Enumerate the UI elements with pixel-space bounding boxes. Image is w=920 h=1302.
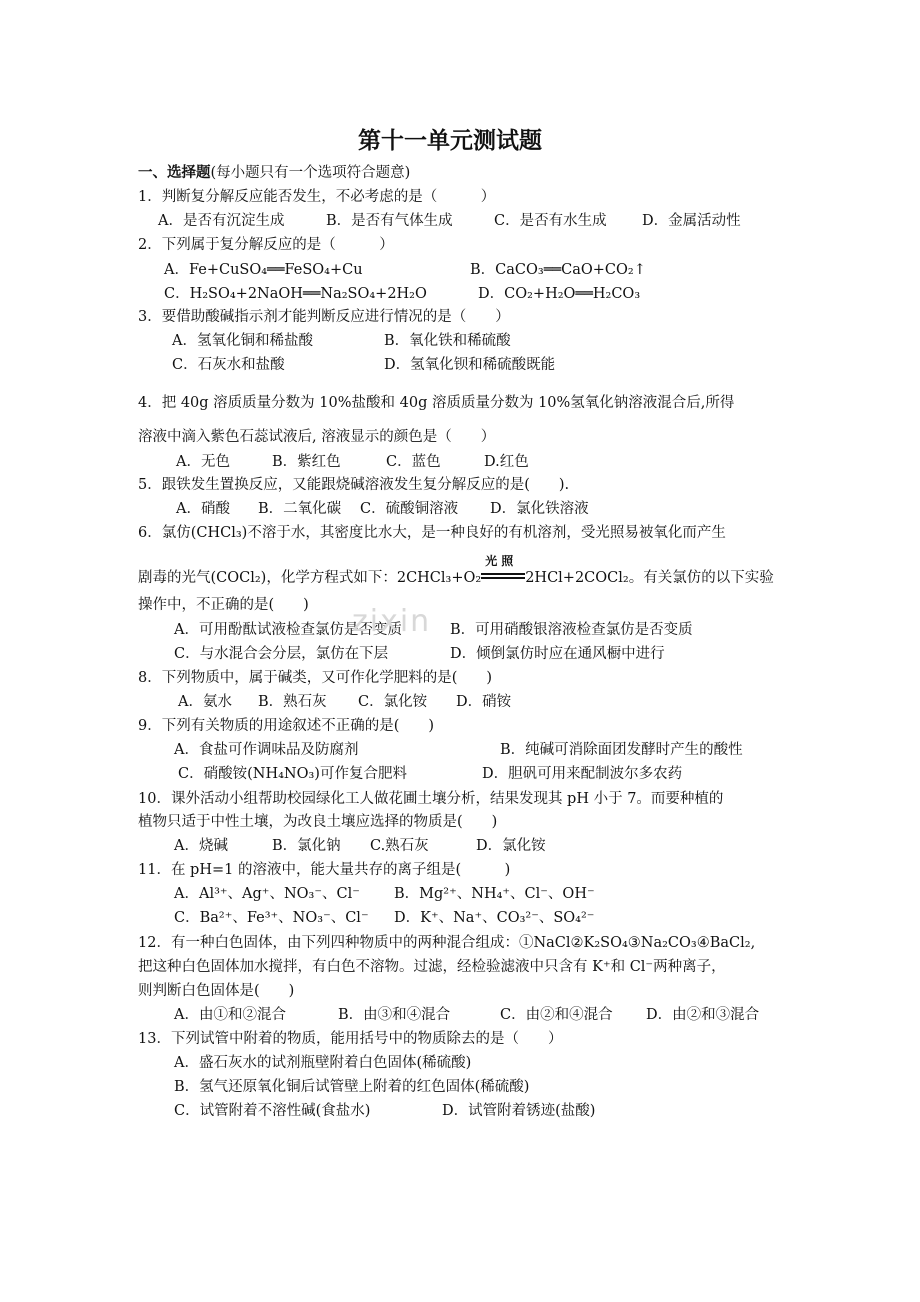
question-12-stem-cont: 把这种白色固体加水搅拌，有白色不溶物。过滤，经检验滤液中只含有 K⁺和 Cl⁻两种离子， bbox=[138, 959, 726, 975]
q12-option-d: D．由②和③混合 bbox=[646, 1007, 760, 1023]
q9-option-b: B．纯碱可消除面团发酵时产生的酸性 bbox=[500, 742, 743, 758]
section-label: 一、选择题 bbox=[138, 165, 211, 181]
q9-option-c: C．硝酸铵(NH₄NO₃)可作复合肥料 bbox=[178, 766, 407, 782]
q4-option-c: C．蓝色 bbox=[386, 454, 441, 470]
question-2-stem: 2．下列属于复分解反应的是（ ） bbox=[138, 237, 394, 253]
q4-option-b: B．紫红色 bbox=[272, 454, 341, 470]
q11-option-c: C．Ba²⁺、Fe³⁺、NO₃⁻、Cl⁻ bbox=[174, 910, 369, 926]
q1-option-c: C．是否有水生成 bbox=[494, 213, 607, 229]
question-6-equation-line bbox=[138, 554, 774, 587]
question-6-stem-cont: 操作中，不正确的是( ) bbox=[138, 597, 309, 613]
question-1-stem: 1．判断复分解反应能否发生，不必考虑的是（ ） bbox=[138, 189, 496, 205]
page-title: 第十一单元测试题 bbox=[358, 128, 542, 154]
question-10-stem: 10．课外活动小组帮助校园绿化工人做花圃土壤分析，结果发现其 pH 小于 7。而要种植的 bbox=[138, 791, 724, 807]
question-12-stem: 12．有一种白色固体，由下列四种物质中的两种混合组成：①NaCl②K₂SO₄③Na₂CO₃④BaCl₂, bbox=[138, 935, 756, 951]
question-3-stem: 3．要借助酸碱指示剂才能判断反应进行情况的是（ ） bbox=[138, 309, 510, 325]
equals-bar-top bbox=[481, 573, 525, 575]
q10-option-a: A．烧碱 bbox=[174, 838, 228, 854]
q13-option-c: C．试管附着不溶性碱(食盐水) bbox=[174, 1103, 371, 1119]
q13-option-b: B．氢气还原氧化铜后试管壁上附着的红色固体(稀硫酸) bbox=[174, 1079, 530, 1095]
question-8-stem: 8．下列物质中，属于碱类，又可作化学肥料的是( ) bbox=[138, 670, 493, 686]
section-heading bbox=[138, 164, 410, 182]
question-10-stem-cont: 植物只适于中性土壤，为改良土壤应选择的物质是( ) bbox=[138, 814, 498, 830]
q5-option-c: C．硫酸铜溶液 bbox=[360, 501, 459, 517]
question-5-stem: 5．跟铁发生置换反应，又能跟烧碱溶液发生复分解反应的是( ). bbox=[138, 477, 570, 493]
q6-option-d: D．倾倒氯仿时应在通风橱中进行 bbox=[450, 646, 665, 662]
q13-option-a: A．盛石灰水的试剂瓶壁附着白色固体(稀硫酸) bbox=[174, 1055, 472, 1071]
watermark: zixin bbox=[352, 604, 432, 639]
question-4-stem: 4．把 40g 溶质质量分数为 10%盐酸和 40g 溶质质量分数为 10%氢氧化钠溶液混合后,所得 bbox=[138, 395, 735, 411]
q2-option-d: D．CO₂+H₂O══H₂CO₃ bbox=[478, 286, 641, 302]
question-6-stem: 6．氯仿(CHCl₃)不溶于水，其密度比水大，是一种良好的有机溶剂，受光照易被氧化而产生 bbox=[138, 525, 726, 541]
section-note: (每小题只有一个选项符合题意) bbox=[210, 165, 411, 181]
q11-option-d: D．K⁺、Na⁺、CO₃²⁻、SO₄²⁻ bbox=[394, 910, 595, 926]
equals-bar-bottom bbox=[481, 577, 525, 579]
q4-option-a: A．无色 bbox=[176, 454, 230, 470]
q8-option-b: B．熟石灰 bbox=[258, 694, 327, 710]
q3-option-a: A．氢氧化铜和稀盐酸 bbox=[172, 333, 313, 349]
q2-option-b: B．CaCO₃══CaO+CO₂↑ bbox=[470, 262, 646, 278]
q11-option-b: B．Mg²⁺、NH₄⁺、Cl⁻、OH⁻ bbox=[394, 886, 595, 902]
q1-option-b: B．是否有气体生成 bbox=[326, 213, 453, 229]
q6-option-c: C．与水混合会分层，氯仿在下层 bbox=[174, 646, 389, 662]
q9-option-a: A．食盐可作调味品及防腐剂 bbox=[174, 742, 359, 758]
question-13-stem: 13．下列试管中附着的物质，能用括号中的物质除去的是（ ） bbox=[138, 1031, 563, 1047]
q6-equation-left: 剧毒的光气(COCl₂)，化学方程式如下：2CHCl₃+O₂ bbox=[138, 570, 482, 586]
q6-equation-right: 2HCl+2COCl₂。有关氯仿的以下实验 bbox=[525, 570, 774, 586]
q11-option-a: A．Al³⁺、Ag⁺、NO₃⁻、Cl⁻ bbox=[174, 886, 360, 902]
q3-option-b: B．氧化铁和稀硫酸 bbox=[384, 333, 511, 349]
q3-option-d: D．氢氧化钡和稀硫酸既能 bbox=[384, 357, 556, 373]
q8-option-c: C．氯化铵 bbox=[358, 694, 428, 710]
q8-option-a: A．氨水 bbox=[178, 694, 232, 710]
q10-option-c: C.熟石灰 bbox=[370, 838, 429, 854]
q13-option-d: D．试管附着锈迹(盐酸) bbox=[442, 1103, 596, 1119]
q5-option-a: A．硝酸 bbox=[176, 501, 230, 517]
q6-option-a: A．可用酚酞试液检查氯仿是否变质 bbox=[174, 622, 402, 638]
question-11-stem: 11．在 pH=1 的溶液中，能大量共存的离子组是( ) bbox=[138, 862, 511, 878]
q12-option-c: C．由②和④混合 bbox=[500, 1007, 613, 1023]
q6-option-b: B．可用硝酸银溶液检查氯仿是否变质 bbox=[450, 622, 693, 638]
q8-option-d: D．硝铵 bbox=[456, 694, 512, 710]
q1-option-a: A．是否有沉淀生成 bbox=[158, 213, 285, 229]
q12-option-a: A．由①和②混合 bbox=[174, 1007, 286, 1023]
question-9-stem: 9．下列有关物质的用途叙述不正确的是( ) bbox=[138, 718, 435, 734]
q1-option-d: D．金属活动性 bbox=[642, 213, 741, 229]
question-4-stem-cont: 溶液中滴入紫色石蕊试液后, 溶液显示的颜色是（ ） bbox=[138, 429, 496, 445]
q9-option-d: D．胆矾可用来配制波尔多农药 bbox=[482, 766, 683, 782]
q2-option-a: A．Fe+CuSO₄══FeSO₄+Cu bbox=[164, 262, 363, 278]
light-condition-label: 光照 bbox=[485, 554, 518, 568]
q5-option-b: B．二氧化碳 bbox=[258, 501, 342, 517]
q5-option-d: D．氯化铁溶液 bbox=[490, 501, 589, 517]
light-condition-arrow bbox=[481, 554, 525, 584]
q2-option-c: C．H₂SO₄+2NaOH══Na₂SO₄+2H₂O bbox=[164, 286, 427, 302]
q10-option-d: D．氯化铵 bbox=[476, 838, 546, 854]
question-12-stem-cont2: 则判断白色固体是( ) bbox=[138, 983, 295, 999]
q12-option-b: B．由③和④混合 bbox=[338, 1007, 451, 1023]
q4-option-d: D.红色 bbox=[484, 454, 529, 470]
q3-option-c: C．石灰水和盐酸 bbox=[172, 357, 285, 373]
q10-option-b: B．氯化钠 bbox=[272, 838, 341, 854]
